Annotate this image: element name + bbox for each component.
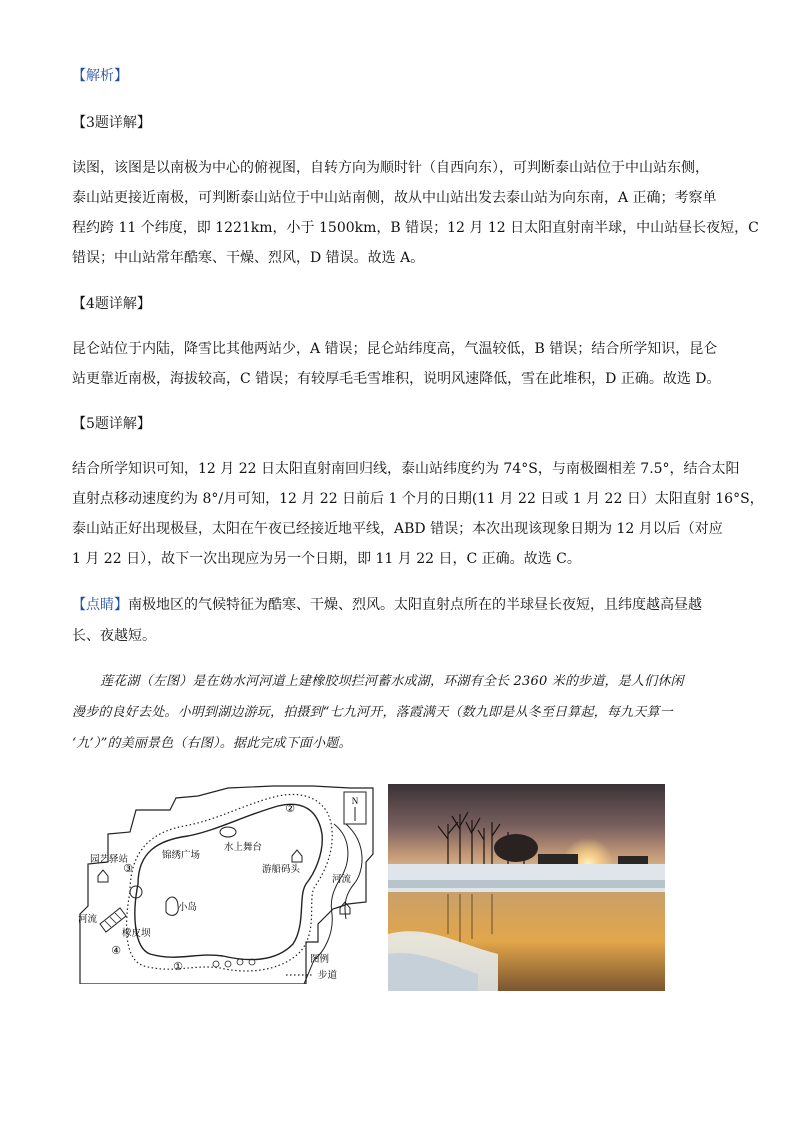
marker-3: ③ — [123, 862, 133, 875]
tip-line-2: 长、夜越短。 — [72, 628, 156, 644]
north-label: N — [351, 796, 359, 806]
lake-shore — [135, 804, 322, 959]
label-brocade-square: 锦绣广场 — [162, 850, 201, 861]
label-garden-station: 园艺驿站 — [90, 854, 129, 865]
q4-line-1: 昆仑站位于内陆，降雪比其他两站少，A 错误；昆仑站纬度高，气温较低，B 错误；结合所学知识，昆仑 — [72, 341, 718, 357]
q3-line-3: 程约跨 11 个纬度，即 1221km，小于 1500km，B 错误；12 月 12 日太阳直射南半球，中山站昼长夜短，C — [72, 220, 759, 236]
station-building-icon — [98, 870, 108, 882]
lake-map — [78, 784, 378, 984]
marker-1: ① — [173, 960, 183, 973]
q4-line-2: 站更靠近南极，海拔较高，C 错误；有较厚毛毛雪堆积，说明风速降低，雪在此堆积，D 正确。故选 D。 — [72, 371, 721, 387]
photo-snow-shadow — [388, 880, 665, 888]
q3-line-2: 泰山站更接近南极，可判断泰山站位于中山站南侧，故从中山站出发去泰山站为向东南，A 正确；考察单 — [72, 190, 717, 206]
photo-tree-crown — [494, 834, 538, 862]
tree-icon — [237, 959, 243, 965]
legend-title: 图例 — [310, 954, 330, 965]
label-river-right: 河流 — [332, 874, 352, 885]
sunset-photo — [388, 784, 665, 991]
dock-building-icon — [292, 850, 302, 862]
walkway-path — [127, 794, 333, 970]
passage-line-2: 漫步的良好去处。小明到湖边游玩，拍摄到“七九河开，落霞满天（数九即是从冬至日算起，每九天算一 — [72, 705, 673, 720]
label-rubber-dam: 橡皮坝 — [122, 928, 151, 939]
q5-line-2: 直射点移动速度约为 8°/月可知，12 月 22 日前后 1 个月的日期(11 月 22 日或 1 月 22 日）太阳直射 16°S， — [72, 491, 764, 507]
q5-header: 【5题详解】 — [72, 416, 151, 432]
q5-line-3: 泰山站正好出现极昼，太阳在午夜已经接近地平线，ABD 错误；本次出现该现象日期为 12 月以后（对应 — [72, 521, 723, 537]
label-river-left: 河流 — [78, 914, 98, 925]
q3-header: 【3题详解】 — [72, 115, 151, 131]
q5-line-4: 1 月 22 日），故下一次出现应为另一个日期，即 11 月 22 日，C 正确。故选 C。 — [72, 551, 581, 567]
island-shape — [166, 897, 178, 915]
tip-label: 【点睛】 — [72, 597, 128, 613]
legend-path-label: 步道 — [318, 970, 338, 981]
q4-header: 【4题详解】 — [72, 296, 151, 312]
analysis-header: 【解析】 — [72, 68, 128, 84]
tip-text-1: 南极地区的气候特征为酷寒、干燥、烈风。太阳直射点所在的半球昼长夜短，且纬度越高昼越 — [128, 597, 702, 613]
marker-2: ② — [285, 802, 295, 815]
q3-line-1: 读图，该图是以南极为中心的俯视图，自转方向为顺时针（自西向东），可判断泰山站位于中山站东侧， — [72, 160, 709, 176]
tip-line-1 — [72, 595, 724, 615]
passage-line-1: 莲花湖（左图）是在妫水河河道上建橡胶坝拦河蓄水成湖，环湖有全长 2360 米的步道，是人们休闲 — [100, 674, 684, 689]
q3-line-4: 错误；中山站常年酷寒、干燥、烈风，D 错误。故选 A。 — [72, 250, 425, 266]
marker-4: ④ — [111, 944, 121, 957]
tree-icon — [213, 961, 219, 967]
water-stage-shape — [220, 827, 236, 837]
q5-line-1: 结合所学知识可知，12 月 22 日太阳直射南回归线，泰山站纬度约为 74°S，与南极圈相差 7.5°，结合太阳 — [72, 461, 740, 477]
label-island: 小岛 — [178, 902, 198, 913]
label-boat-dock: 游船码头 — [262, 864, 301, 875]
passage-line-3: ‘九’）”的美丽景色（右图）。据此完成下面小题。 — [72, 736, 352, 751]
label-water-stage: 水上舞台 — [224, 842, 263, 853]
tree-icon — [225, 961, 231, 967]
